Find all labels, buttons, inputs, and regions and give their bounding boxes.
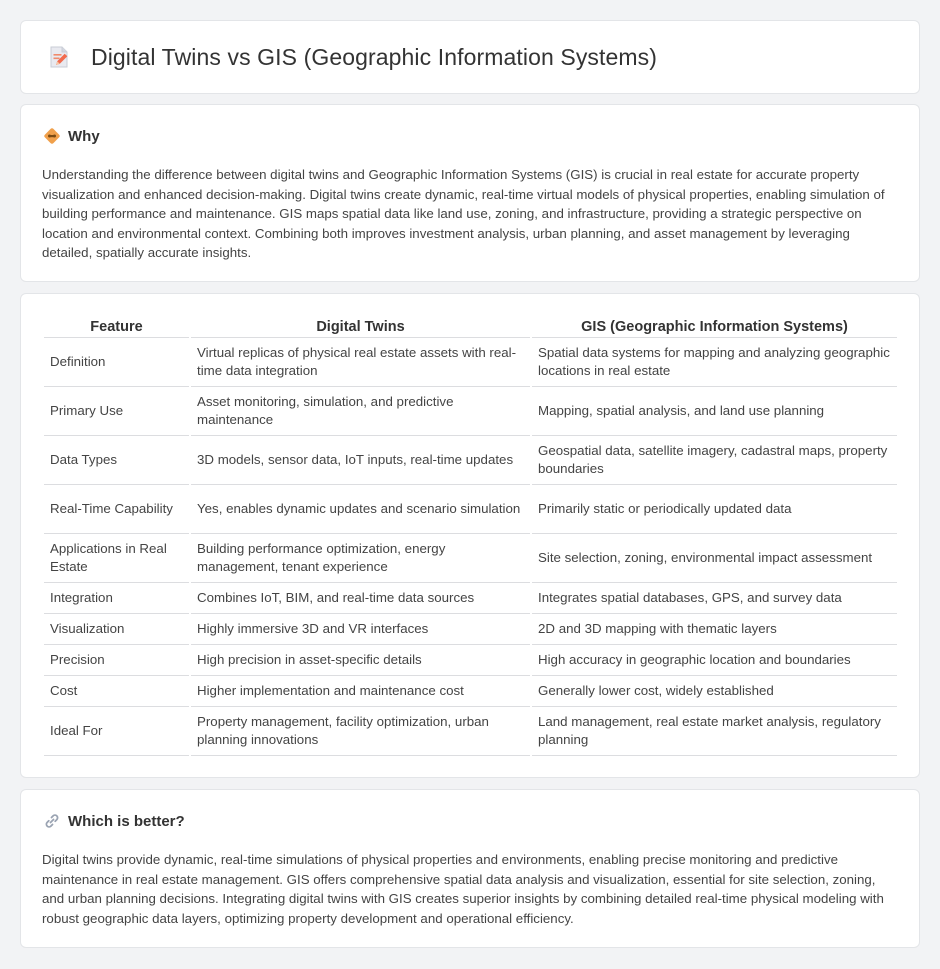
link-icon <box>43 812 61 830</box>
comparison-table <box>42 316 899 756</box>
table-row <box>44 485 897 534</box>
digital-twins-cell: Property management, facility optimization, urban planning innovations <box>191 707 530 756</box>
feature-cell: Visualization <box>44 614 189 645</box>
table-row <box>44 436 897 485</box>
feature-cell: Cost <box>44 676 189 707</box>
digital-twins-cell: Highly immersive 3D and VR interfaces <box>191 614 530 645</box>
better-heading-label: Which is better? <box>68 812 185 830</box>
why-heading-label: Why <box>68 127 100 145</box>
page-title: Digital Twins vs GIS (Geographic Information Systems) <box>91 43 658 70</box>
digital-twins-cell: Yes, enables dynamic updates and scenario simulation <box>191 485 530 534</box>
gis-cell: Mapping, spatial analysis, and land use planning <box>532 387 897 436</box>
feature-cell: Definition <box>44 338 189 387</box>
table-row <box>44 583 897 614</box>
why-heading <box>43 127 100 145</box>
why-section <box>20 104 920 282</box>
table-row <box>44 534 897 583</box>
header-digital-twins: Digital Twins <box>191 316 530 338</box>
feature-cell: Integration <box>44 583 189 614</box>
better-paragraph: Digital twins provide dynamic, real-time simulations of physical properties and environments, enabling precise monitoring and predictive maintenance in real estate management. GIS offers comprehensive spatial data analysis and visualization, essential for site selection, zoning, and urban planning decisions. Integrating digital twins with GIS creates superior insights by combining detailed real-time physical modeling with robust geographic data layers, optimizing property development and operational efficiency. <box>42 852 884 926</box>
table-row <box>44 614 897 645</box>
gis-cell: 2D and 3D mapping with thematic layers <box>532 614 897 645</box>
feature-cell: Data Types <box>44 436 189 485</box>
feature-cell: Ideal For <box>44 707 189 756</box>
better-heading <box>43 812 185 830</box>
why-paragraph: Understanding the difference between digital twins and Geographic Information Systems (GIS) is crucial in real estate for accurate property visualization and enhanced decision-making. Digital twins create dynamic, real-time virtual models of physical properties, enabling simulation of building performance and maintenance. GIS maps spatial data like land use, zoning, and infrastructure, providing a strategic perspective on location and environmental context. Combining both improves investment analysis, urban planning, and asset management by leveraging detailed, spatially accurate insights. <box>42 167 885 260</box>
warning-diamond-icon <box>43 127 61 145</box>
feature-cell: Real-Time Capability <box>44 485 189 534</box>
digital-twins-cell: High precision in asset-specific details <box>191 645 530 676</box>
table-row <box>44 645 897 676</box>
feature-cell: Precision <box>44 645 189 676</box>
gis-cell: Site selection, zoning, environmental impact assessment <box>532 534 897 583</box>
digital-twins-cell: Combines IoT, BIM, and real-time data sources <box>191 583 530 614</box>
title-card <box>20 20 920 94</box>
comparison-table-card <box>20 293 920 778</box>
gis-cell: Primarily static or periodically updated data <box>532 485 897 534</box>
table-header-row <box>44 316 897 338</box>
document-edit-icon <box>47 45 71 69</box>
table-row <box>44 676 897 707</box>
digital-twins-cell: Building performance optimization, energy management, tenant experience <box>191 534 530 583</box>
gis-cell: Geospatial data, satellite imagery, cadastral maps, property boundaries <box>532 436 897 485</box>
header-gis: GIS (Geographic Information Systems) <box>532 316 897 338</box>
gis-cell: Spatial data systems for mapping and analyzing geographic locations in real estate <box>532 338 897 387</box>
digital-twins-cell: Asset monitoring, simulation, and predictive maintenance <box>191 387 530 436</box>
digital-twins-cell: 3D models, sensor data, IoT inputs, real-time updates <box>191 436 530 485</box>
table-row <box>44 387 897 436</box>
table-row <box>44 338 897 387</box>
which-is-better-section <box>20 789 920 948</box>
gis-cell: Land management, real estate market analysis, regulatory planning <box>532 707 897 756</box>
gis-cell: Generally lower cost, widely established <box>532 676 897 707</box>
table-row <box>44 707 897 756</box>
digital-twins-cell: Virtual replicas of physical real estate assets with real-time data integration <box>191 338 530 387</box>
digital-twins-cell: Higher implementation and maintenance cost <box>191 676 530 707</box>
header-feature: Feature <box>44 316 189 338</box>
gis-cell: High accuracy in geographic location and boundaries <box>532 645 897 676</box>
feature-cell: Applications in Real Estate <box>44 534 189 583</box>
feature-cell: Primary Use <box>44 387 189 436</box>
gis-cell: Integrates spatial databases, GPS, and survey data <box>532 583 897 614</box>
